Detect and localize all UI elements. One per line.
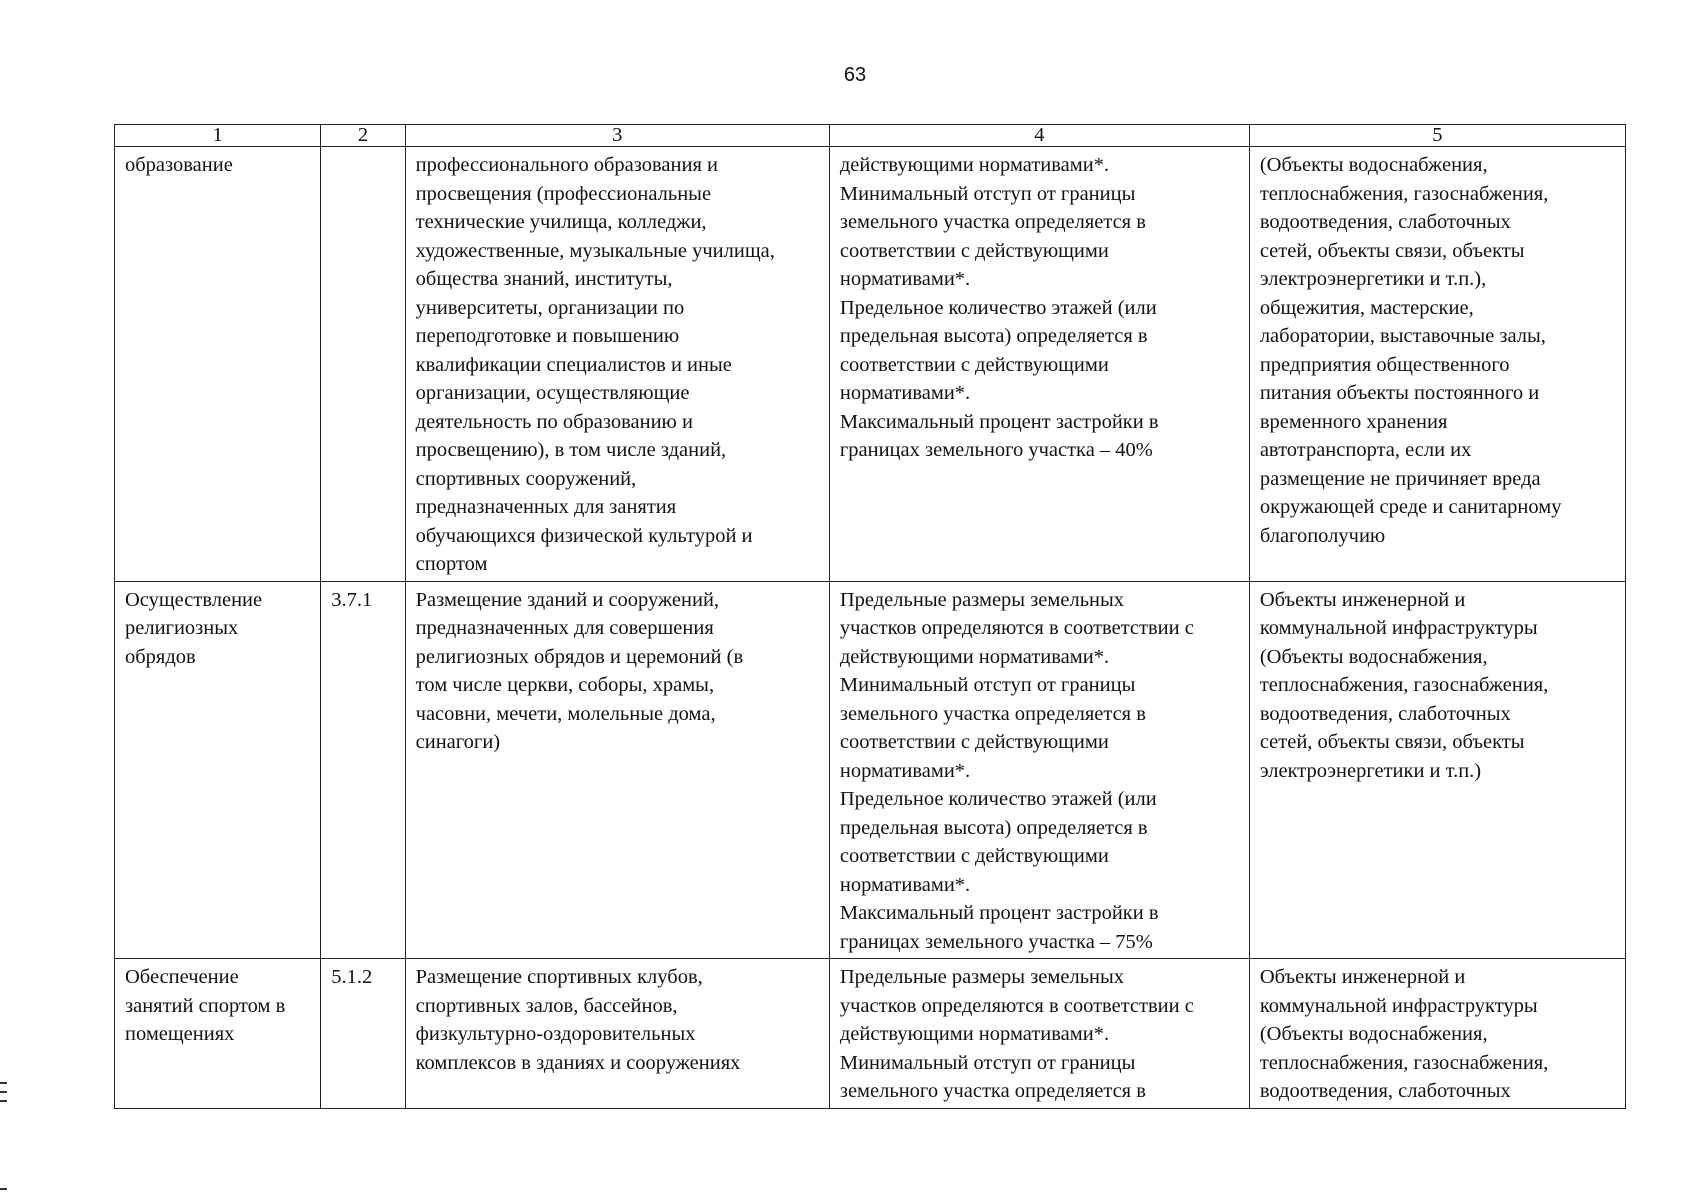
column-number-3: 3 [405, 125, 829, 147]
margin-tick-mark [0, 1091, 7, 1093]
cell-text: Объекты инженерной и коммунальной инфраструктуры (Объекты водоснабжения, теплоснабжения, газоснабжения, водоотведения, слаботочных сетей, объекты связи, объекты электроэнергетики и т.п.) [1259, 588, 1549, 782]
use-type-name [115, 959, 321, 1109]
table-row [115, 959, 1626, 1109]
cell-text: Размещение спортивных клубов, спортивных залов, бассейнов, физкультурно-оздоровительных комплексов в зданиях и сооружениях [415, 966, 741, 1074]
table-header-row [115, 125, 1626, 147]
cell-text: 5.1.2 [331, 966, 373, 988]
use-type-description [405, 959, 829, 1109]
column-number-5: 5 [1249, 125, 1625, 147]
cell-text: 3.7.1 [331, 588, 373, 611]
column-number-4: 4 [829, 125, 1249, 147]
margin-tick-mark [0, 1188, 7, 1190]
limit-parameters [829, 959, 1249, 1109]
use-type-name [115, 581, 321, 959]
cell-text: образование [125, 154, 233, 176]
cell-text: Осуществление религиозных обрядов [125, 588, 263, 668]
table-row [115, 581, 1626, 959]
limit-parameters [829, 147, 1249, 582]
zoning-table [114, 124, 1626, 1109]
cell-text: Размещение зданий и сооружений, предназначенных для совершения религиозных обрядов и церемоний (в том числе церкви, соборы, храмы, часовни, мечети, молельные дома, синагоги) [415, 588, 744, 753]
cell-text: действующими нормативами*. Минимальный отступ от границы земельного участка определяется в соответствии с действующими нормативами*. Предельное количество этажей (или предельная высота) определяется в соответствии с действующими нормативами*. Максимальный процент застройки в границах земельного участка – 40% [839, 154, 1159, 461]
use-type-description [405, 581, 829, 959]
use-type-code [321, 147, 405, 582]
use-type-code [321, 959, 405, 1109]
use-type-code [321, 581, 405, 959]
cell-text: Предельные размеры земельных участков определяются в соответствии с действующими нормативами*. Минимальный отступ от границы земельного участка определяется в соответствии с действующими нормативами*. Предельное количество этажей (или предельная высота) определяется в соответствии с действующими нормативами*. Максимальный процент застройки в границах земельного участка – 75% [839, 588, 1194, 953]
page-number: 63 [843, 64, 867, 86]
margin-tick-mark [0, 1100, 7, 1102]
limit-parameters [829, 581, 1249, 959]
cell-text: Обеспечение занятий спортом в помещениях [125, 966, 286, 1045]
column-number-2: 2 [321, 125, 405, 147]
cell-text: (Объекты водоснабжения, теплоснабжения, газоснабжения, водоотведения, слаботочных сетей, объекты связи, объекты электроэнергетики и т.п.), общежития, мастерские, лаборатории, выставочные залы, предприятия общественного питания объекты постоянного и временного хранения автотранспорта, если их размещение не причиняет вреда окружающей среде и санитарному благополучию [1259, 154, 1562, 547]
cell-text: Объекты инженерной и коммунальной инфраструктуры (Объекты водоснабжения, теплоснабжения, газоснабжения, водоотведения, слаботочных [1259, 966, 1549, 1102]
use-type-description [405, 147, 829, 582]
auxiliary-uses [1249, 959, 1625, 1109]
margin-tick-mark [0, 1082, 7, 1084]
column-number-1: 1 [115, 125, 321, 147]
cell-text: Предельные размеры земельных участков определяются в соответствии с действующими нормативами*. Минимальный отступ от границы земельного участка определяется в [839, 966, 1194, 1102]
table-row [115, 147, 1626, 582]
auxiliary-uses [1249, 581, 1625, 959]
use-type-name [115, 147, 321, 582]
cell-text: профессионального образования и просвещения (профессиональные технические училища, колледжи, художественные, музыкальные училища, общества знаний, институты, университеты, организации по переподготовке и повышению квалификации специалистов и иные организации, осуществляющие деятельность по образованию и просвещению), в том числе зданий, спортивных сооружений, предназначенных для занятия обучающихся физической культурой и спортом [415, 154, 775, 575]
auxiliary-uses [1249, 147, 1625, 582]
